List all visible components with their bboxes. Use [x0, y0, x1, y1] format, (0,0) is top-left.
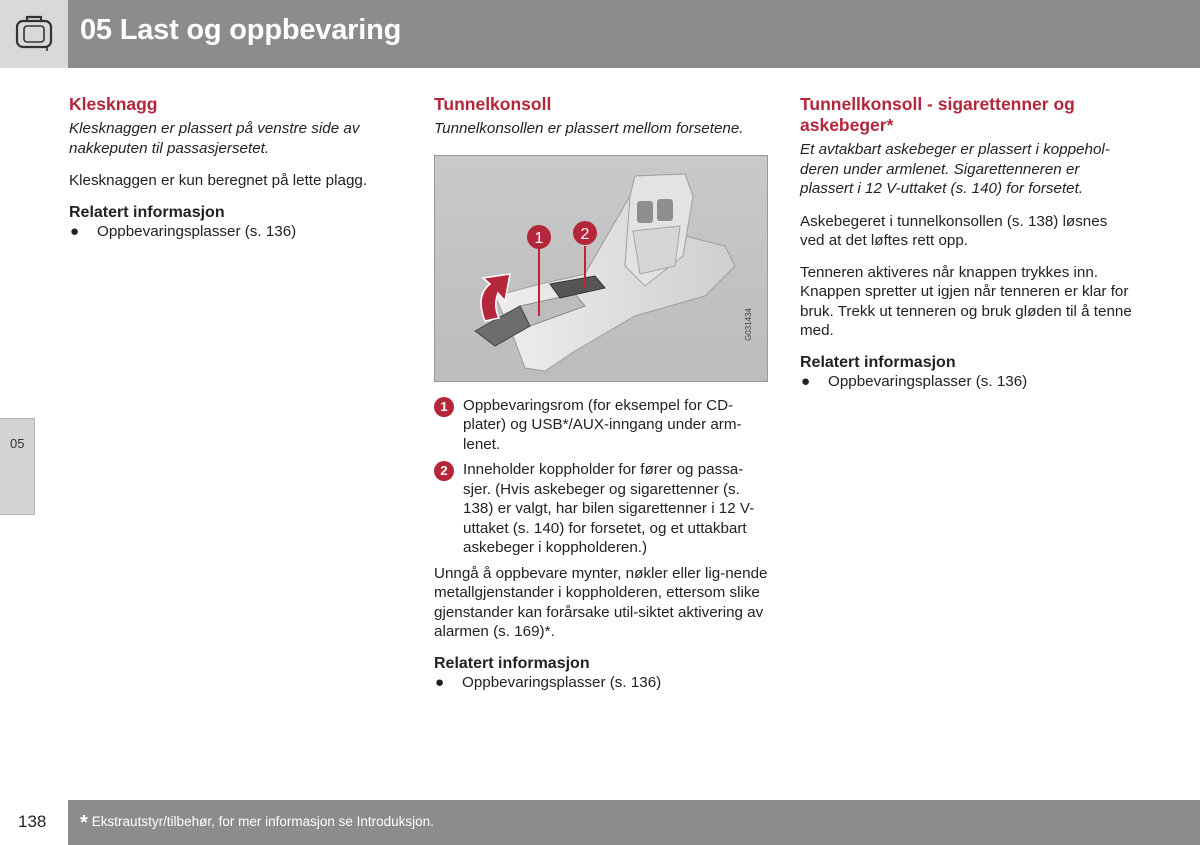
- section-heading: Klesknagg: [69, 94, 158, 114]
- related-heading: Relatert informasjon: [800, 353, 956, 371]
- related-heading: Relatert informasjon: [434, 654, 590, 672]
- bullet-icon: ●: [435, 673, 445, 691]
- footnote-text: Ekstrautstyr/tilbehør, for mer informasjon se Introduksjon.: [91, 814, 434, 829]
- column-sigarettenner: [800, 94, 1135, 391]
- figure-code: G031434: [744, 307, 753, 341]
- chapter-title: 05 Last og oppbevaring: [80, 14, 402, 46]
- number-badge: 1: [434, 396, 463, 455]
- section-intro: Tunnelkonsollen er plassert mellom forsetene.: [434, 120, 744, 137]
- luggage-icon: [0, 0, 68, 68]
- numbered-item-text: Oppbevaringsrom (for eksempel for CD-plater) og USB*/AUX-inngang under arm-lenet.: [463, 396, 742, 453]
- bullet-icon: ●: [70, 222, 80, 240]
- column-tunnelkonsoll: [434, 94, 769, 692]
- section-intro: Et avtakbart askebeger er plassert i koppehol-deren under armlenet. Sigarettenneren er plassert i 12 V-uttaket (s. 140) for forsetet.: [800, 141, 1110, 197]
- related-link[interactable]: Oppbevaringsplasser (s. 136): [828, 372, 1028, 390]
- related-heading: Relatert informasjon: [69, 203, 225, 221]
- related-item: [69, 222, 399, 242]
- chapter-icon-box: [0, 0, 68, 68]
- section-body: Klesknaggen er kun beregnet på lette plagg.: [69, 172, 368, 189]
- section-body: Unngå å oppbevare mynter, nøkler eller lig-nende metallgjenstander i koppholderen, ettersom slike gjenstander kan forårsake util-siktet aktivering av alarmen (s. 169)*.: [434, 564, 768, 640]
- related-link[interactable]: Oppbevaringsplasser (s. 136): [97, 222, 297, 240]
- section-body-1: Askebegeret i tunnelkonsollen (s. 138) løsnes ved at det løftes rett opp.: [800, 212, 1108, 249]
- callout-2: 2: [580, 225, 590, 243]
- chapter-side-tab: [0, 418, 35, 515]
- chapter-side-tab-label: 05: [10, 436, 25, 451]
- page-number: 138: [18, 812, 47, 831]
- section-body-2: Tenneren aktiveres når knappen trykkes inn. Knappen spretter ut igjen når tenneren er klar for bruk. Trekk ut tenneren og bruk gløden til å tenne med.: [800, 263, 1132, 339]
- footnote: [80, 812, 434, 835]
- section-intro: Klesknaggen er plassert på venstre side av nakkeputen til passasjersetet.: [69, 120, 360, 157]
- numbered-item-2: [434, 460, 769, 558]
- related-link[interactable]: Oppbevaringsplasser (s. 136): [462, 673, 662, 691]
- related-item: [434, 673, 769, 693]
- column-klesknagg: [69, 94, 399, 241]
- callout-1: 1: [534, 229, 544, 247]
- number-badge: 2: [434, 460, 463, 558]
- numbered-item-text: Inneholder koppholder for fører og passa-sjer. (Hvis askebeger og sigarettenner (s. 138) er valgt, har bilen sigarettenner i 12 V-uttaket (s. 140) for forsetet, og et uttakbart askebeger i koppholderen.): [463, 461, 755, 556]
- section-heading: Tunnellkonsoll - sigarettenner og askebeger*: [800, 94, 1075, 135]
- tunnel-console-illustration: [435, 156, 768, 382]
- section-heading: Tunnelkonsoll: [434, 94, 552, 114]
- related-item: [800, 372, 1135, 392]
- bullet-icon: ●: [801, 372, 811, 390]
- numbered-item-1: [434, 396, 769, 455]
- footnote-star: *: [80, 812, 88, 834]
- tunnel-console-figure: [434, 155, 768, 382]
